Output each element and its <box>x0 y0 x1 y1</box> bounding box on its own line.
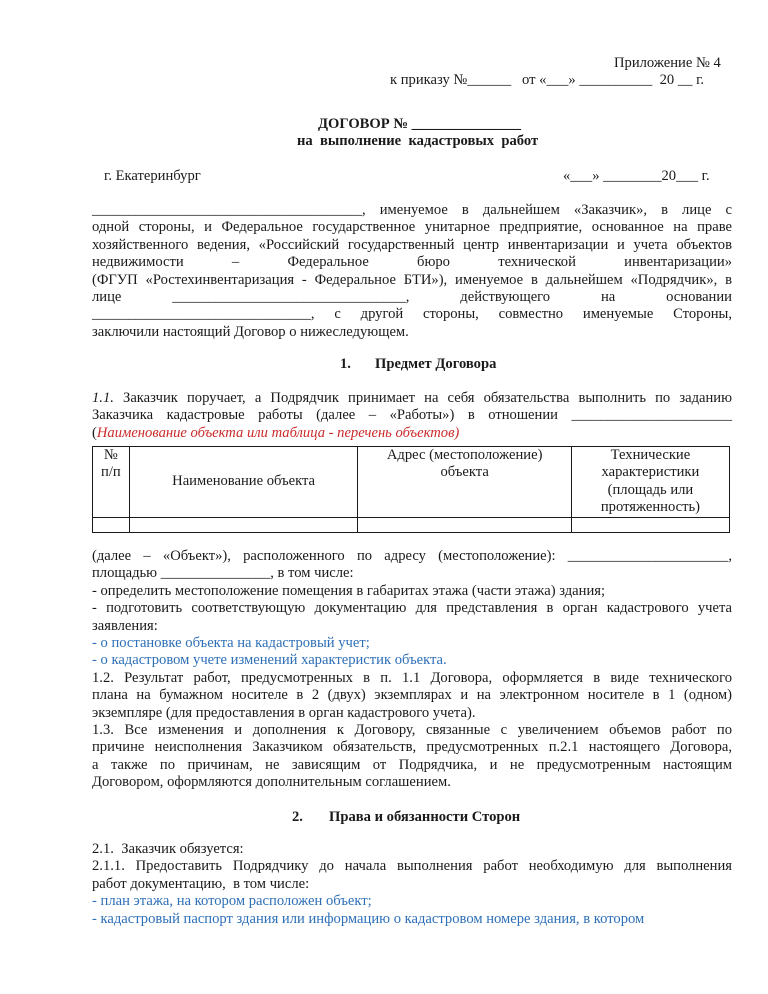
clause-1-2-line: экземпляре (для предоставления в орган кадастрового учета). <box>92 704 476 721</box>
table-cell <box>358 517 571 532</box>
clause-2-1-1-line: работ документацию, в том числе: <box>92 875 310 892</box>
clause-1-2-line: плана на бумажном носителе в 2 (двух) экземплярах и на электронном носителе в 1 (одном) <box>92 687 732 704</box>
contract-title: ДОГОВОР № _______________ <box>318 116 522 132</box>
preamble <box>92 202 732 341</box>
text-line: площадью _______________, в том числе: <box>92 565 354 582</box>
preamble-line: хозяйственного ведения, «Российский государственный центр инвентаризации и учета объектов <box>92 236 732 253</box>
text-line: (далее – «Объект»), расположенного по адресу (местоположение): ______________________, <box>92 548 732 564</box>
text-line: - кадастровый паспорт здания или информацию о кадастровом номере здания, в котором <box>92 910 645 927</box>
text-line: - определить местоположение помещения в габаритах этажа (части этажа) здания; <box>92 582 606 599</box>
preamble-line: (ФГУП «Ростехинвентаризация - Федеральное БТИ»), именуемое в дальнейшем «Подрядчик», в <box>92 271 732 288</box>
clause-1-3-line: 1.3. Все изменения и дополнения к Договору, связанные с увеличением объемов работ по <box>92 721 732 738</box>
preamble-line: недвижимости – Федеральное бюро технической инвентаризации» <box>92 254 732 271</box>
clause-2-1: 2.1. Заказчик обязуется: <box>92 841 244 857</box>
preamble-line: одной стороны, и Федеральное государственное унитарное предприятие, основанное на праве <box>92 219 732 236</box>
clause-1-3-line: а также по причинам, не зависящим от Подрядчика, и не предусмотренным настоящим <box>92 756 732 773</box>
section1-title: Предмет Договора <box>375 356 497 372</box>
section1-number: 1. <box>340 356 351 372</box>
section2-body <box>92 841 732 928</box>
text-line: - о кадастровом учете изменений характеристик объекта. <box>92 652 447 669</box>
table-header-row <box>93 447 730 518</box>
objects-table <box>92 446 730 533</box>
clause-1-3-line: Договором, оформляются дополнительным соглашением. <box>92 774 451 791</box>
contract-date: «___» ________20___ г. <box>563 168 710 184</box>
table-cell <box>129 517 358 532</box>
col-address-header: Адрес (местоположение) объекта <box>358 447 571 518</box>
clause-1-2-line: 1.2. Результат работ, предусмотренных в п. 1.1 Договора, оформляется в виде технического <box>92 669 732 686</box>
preamble-line: лице ________________________________, действующего на основании <box>92 288 732 305</box>
text-line: - план этажа, на котором расположен объект; <box>92 893 372 910</box>
text-line: - о постановке объекта на кадастровый учет; <box>92 634 370 651</box>
text-line: заявления: <box>92 617 158 634</box>
clause-2-1-1-line: 2.1.1. Предоставить Подрядчику до начала выполнения работ необходимую для выполнения <box>92 858 732 875</box>
clause-text: Заказчик поручает, а Подрядчик принимает на себя обязательства выполнить по заданию <box>123 390 732 406</box>
note-bracket: ( <box>92 424 97 441</box>
clause-1-3-line: причине неисполнения Заказчиком обязательств, предусмотренных п.2.1 настоящего Договора, <box>92 739 732 756</box>
col-characteristics-header: Технические характеристики (площадь или протяженность) <box>571 447 729 518</box>
object-details <box>92 548 732 791</box>
section2-title: Права и обязанности Сторон <box>329 809 521 825</box>
preamble-line: заключили настоящий Договор о нижеследующем. <box>92 323 409 340</box>
preamble-line: ______________________________, с другой стороны, совместно именуемые Стороны, <box>92 306 732 323</box>
order-reference: к приказу №______ от «___» __________ 20 __ г. <box>390 72 705 88</box>
table-cell <box>93 517 130 532</box>
clause-number: 1.1. <box>92 390 114 406</box>
col-number-header: № п/п <box>93 447 130 518</box>
appendix-label: Приложение № 4 <box>614 55 721 71</box>
contract-subject: на выполнение кадастровых работ <box>297 133 539 149</box>
clause-1-1 <box>92 390 732 442</box>
preamble-line: _____________________________________, именуемое в дальнейшем «Заказчик», в лице с <box>92 202 732 218</box>
table-row <box>93 517 730 532</box>
section2-number: 2. <box>292 809 303 825</box>
objects-note: Наименование объекта или таблица - перечень объектов) <box>96 424 460 441</box>
col-name-header: Наименование объекта <box>129 447 358 518</box>
text-line: - подготовить соответствующую документацию для представления в орган кадастрового учета <box>92 600 732 617</box>
clause-text: Заказчика кадастровые работы (далее – «Работы») в отношении ______________________ <box>92 407 732 424</box>
city: г. Екатеринбург <box>104 168 201 184</box>
table-cell <box>571 517 729 532</box>
